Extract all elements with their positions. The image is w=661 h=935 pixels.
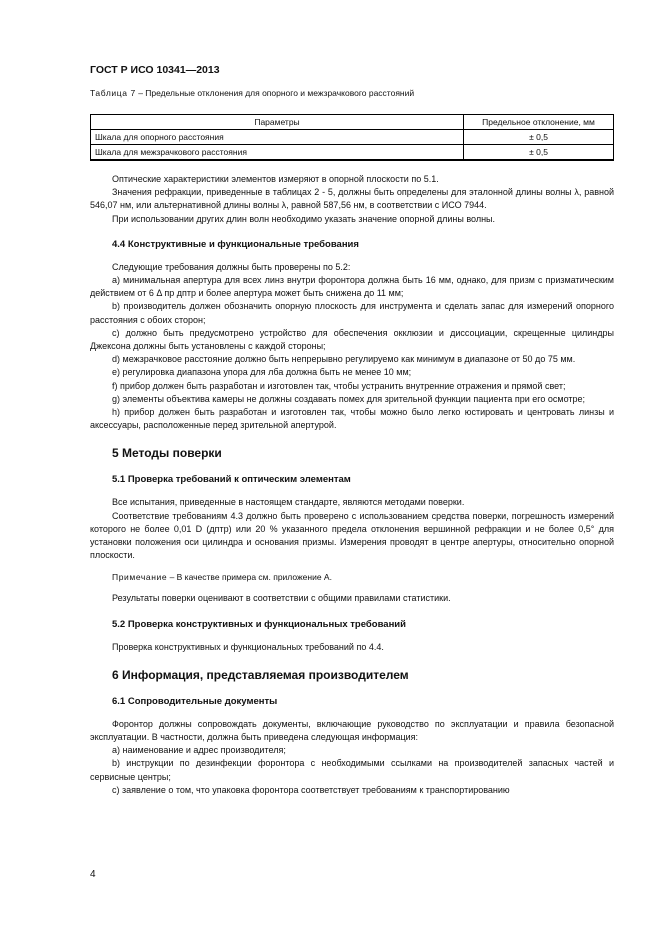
list-item: b) инструкции по дезинфекции форонтора с необходимыми ссылками на производителей запасных частей и сервисные центры; (90, 758, 614, 782)
table-row (91, 145, 614, 161)
paragraph: Соответствие требованиям 4.3 должно быть проверено с использованием средства поверки, погрешность измерений которого не более 0,01 D (дптр) или 20 % указанного предела отклонения вершинной рефракции и не более 0,5° для установки положения оси цилиндра и основания призмы. Измерения проводят в центре апертуры, относительно опорной плоскости. (90, 510, 614, 561)
section-heading: 6 Информация, представляемая производителем (112, 667, 409, 682)
table-caption-label: Таблица 7 (90, 88, 136, 98)
standard-header: ГОСТ Р ИСО 10341—2013 (90, 64, 220, 76)
paragraph: Все испытания, приведенные в настоящем стандарте, являются методами поверки. (112, 497, 465, 508)
list-item: d) межзрачковое расстояние должно быть непрерывно регулируемо как минимум в диапазоне от 50 до 75 мм. (112, 354, 576, 365)
list-item: b) производитель должен обозначить опорную плоскость для инструмента и сделать запас для измерений опорного расстояния с обоих сторон; (90, 301, 614, 325)
deviations-table (90, 114, 614, 161)
paragraph: Следующие требования должны быть проверены по 5.2: (112, 261, 351, 272)
table-cell: Шкала для опорного расстояния (91, 130, 464, 145)
table-caption-text: – Предельные отклонения для опорного и межзрачкового расстояний (135, 88, 415, 98)
table-row (91, 130, 614, 145)
paragraph: Форонтор должны сопровождать документы, включающие руководство по эксплуатации и правила безопасной эксплуатации. В частности, должна быть приведена следующая информация: (90, 718, 614, 743)
table-cell: ± 0,5 (464, 130, 614, 145)
list-item: с) заявление о том, что упаковка форонтора соответствует требованиям к транспортированию (112, 784, 510, 795)
paragraph: Проверка конструктивных и функциональных требований по 4.4. (112, 641, 384, 652)
subsection-heading: 5.2 Проверка конструктивных и функциональных требований (112, 618, 406, 630)
page-number: 4 (90, 869, 96, 880)
table-caption (90, 88, 614, 98)
subsection-heading: 6.1 Сопроводительные документы (112, 695, 278, 707)
section-heading: 4.4 Конструктивные и функциональные требования (112, 238, 359, 250)
list-item: а) минимальная апертура для всех линз внутри форонтора должна быть 16 мм, однако, для призм с призматическим действием от 6 Δ пр дптр и более апертура может быть снижена до 11 мм; (90, 275, 614, 299)
section-heading: 5 Методы поверки (112, 446, 222, 461)
list-item: е) регулировка диапазона упора для лба должна быть не менее 10 мм; (112, 367, 412, 378)
paragraph: Оптические характеристики элементов измеряют в опорной плоскости по 5.1. (112, 174, 439, 184)
note (90, 572, 614, 582)
list-item: g) элементы объектива камеры не должны создавать помех для зрительной функции пациента при его осмотре; (112, 393, 586, 404)
note-text: – В качестве примера см. приложение А. (167, 572, 332, 583)
paragraph: Результаты поверки оценивают в соответствии с общими правилами статистики. (112, 593, 451, 604)
list-item: f) прибор должен быть разработан и изготовлен так, чтобы устранить внутренние отражения и прямой свет; (112, 380, 566, 391)
paragraph: При использовании других длин волн необходимо указать значение опорной длины волны. (112, 213, 496, 224)
table-cell: ± 0,5 (464, 145, 614, 161)
table-header-cell: Параметры (91, 115, 464, 130)
table-header-cell: Предельное отклонение, мм (464, 115, 614, 130)
list-item: а) наименование и адрес производителя; (112, 745, 286, 756)
list-item: h) прибор должен быть разработан и изготовлен так, чтобы можно было легко юстировать и центровать линзы и аксессуары, расположенные перед зрительной апертурой. (90, 407, 614, 431)
table-cell: Шкала для межзрачкового расстояния (91, 145, 464, 161)
list-item: с) должно быть предусмотрено устройство для обеспечения окклюзии и диссоциации, скрещенные цилиндры Джексона должны быть установлены с каждой стороны; (90, 327, 614, 352)
paragraph: Значения рефракции, приведенные в таблицах 2 - 5, должны быть определены для эталонной длины волны λ, равной 546,07 нм, или альтернативной длины волны λ, равной 587,56 нм, в соответствии с ИСО 7944. (90, 187, 614, 211)
table-header-row (91, 115, 614, 130)
subsection-heading: 5.1 Проверка требований к оптическим элементам (112, 474, 351, 486)
note-label: Примечание (112, 572, 168, 583)
